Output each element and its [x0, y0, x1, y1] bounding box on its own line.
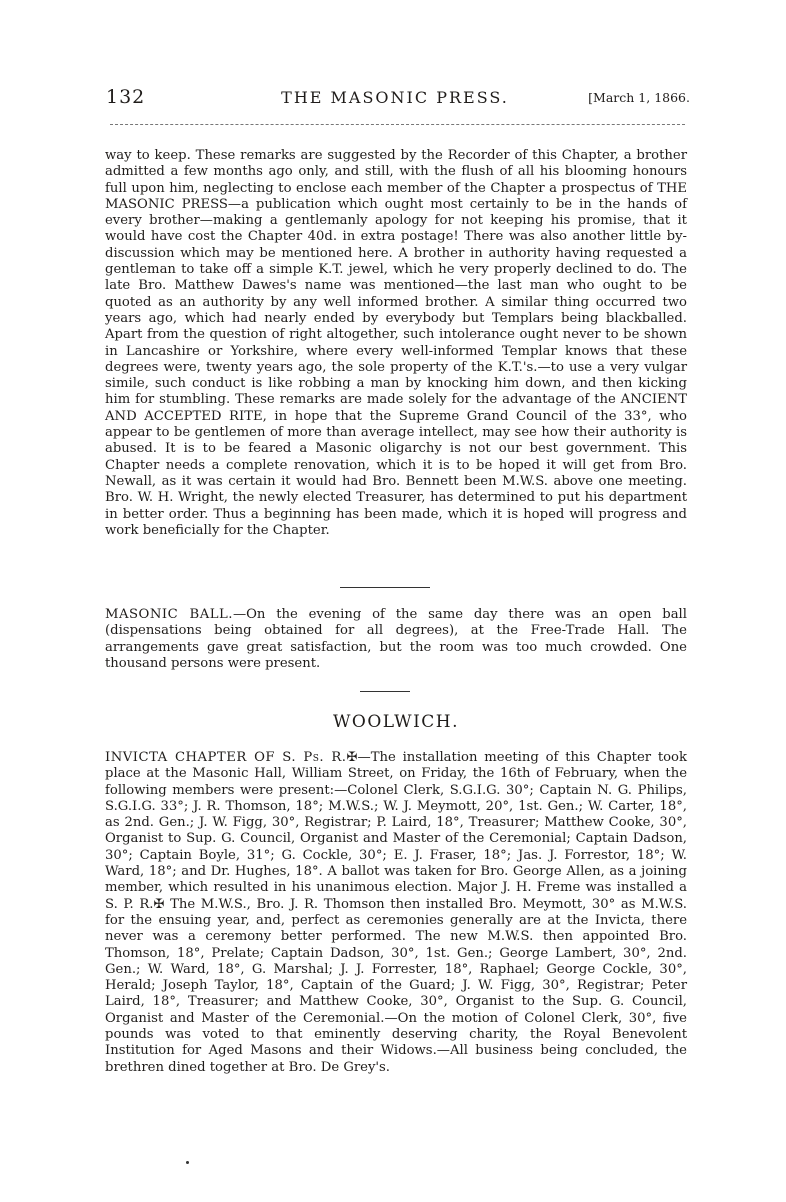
- masonic-ball-paragraph: [105, 607, 687, 672]
- section-heading: WOOLWICH.: [332, 712, 460, 732]
- running-title: THE MASONIC PRESS.: [281, 88, 509, 107]
- article-continuation: [105, 148, 687, 539]
- cross-glyph: ✠: [346, 750, 358, 765]
- article-paragraph: way to keep. These remarks are suggested by the Recorder of this Chapter, a brother admitted a few months ago only, and still, with the flush of all his blooming honours full upon him, neglecting to enclose each member of the Chapter a prospectus of THE MASONIC PRESS—a publication which ought most certainly to be in the hands of every brother—making a gentlemanly apology for not keeping his promise, that it would have cost the Chapter 40d. in extra postage! There was also another little by-discussion which may be mentioned here. A brother in authority having requested a gentleman to take off a simple K.T. jewel, which he very properly declined to do. The late Bro. Matthew Dawes's name was mentioned—the last man who ought to be quoted as an authority by any well informed brother. A similar thing occurred two years ago, which had nearly ended by everybody but Templars being blackballed. Apart from the question of right altogether, such intolerance ought never to be shown in Lancashire or Yorkshire, where every well-informed Templar knows that these degrees were, twenty years ago, the sole property of the K.T.'s.—to use a very vulgar simile, such conduct is like robbing a man by knocking him down, and then kicking him for stumbling. These remarks are made solely for the advantage of the ANCIENT AND ACCEPTED RITE, in hope that the Supreme Grand Council of the 33°, who appear to be gentlemen of more than average intellect, may see how their authority is abused. It is to be feared a Masonic oligarchy is not our best government. This Chapter needs a complete renovation, which it is to be hoped it will get from Bro. Newall, as it was certain it would had Bro. Bennett been M.W.S. above one meeting. Bro. W. H. Wright, the newly elected Treasurer, has determined to put his department in better order. Thus a beginning has been made, which it is hoped will progress and work beneficially for the Chapter.: [105, 148, 687, 538]
- masonic-ball-lead: MASONIC BALL.: [105, 607, 233, 622]
- woolwich-paragraph: [105, 750, 687, 1076]
- cross-glyph-2: ✠: [153, 896, 165, 912]
- masonic-ball-body: —On the evening of the same day there was an open ball (dispensations being obtained for all degrees), at the Free-Trade Hall. The arrangements gave great satisfaction, but the room was too much crowded. One thousand persons were present.: [105, 607, 687, 671]
- page-number: 132: [106, 86, 146, 108]
- woolwich-body: —The installation meeting of this Chapter took place at the Masonic Hall, William Street, on Friday, the 16th of February, when the following members were present:—Colonel Clerk, S.G.I.G. 30°; Captain N. G. Philips, S.G.I.G. 33°; J. R. Thomson, 18°; M.W.S.; W. J. Meymott, 20°, 1st. Gen.; W. Carter, 18°, as 2nd. Gen.; J. W. Figg, 30°, Registrar; P. Laird, 18°, Treasurer; Matthew Cooke, 30°, Organist to Sup. G. Council, Organist and Master of the Ceremonial; Captain Dadson, 30°; Captain Boyle, 31°; G. Cockle, 30°; E. J. Fraser, 18°; Jas. J. Forrestor, 18°; W. Ward, 18°; and Dr. Hughes, 18°. A ballot was taken for Bro. George Allen, as a joining member, which resulted in his unanimous election. Major J. H. Freme was installed a S. P. R.: [105, 750, 687, 912]
- section-divider: [340, 587, 430, 588]
- issue-date: [March 1, 1866.: [588, 90, 690, 105]
- invicta-chapter-lead: INVICTA CHAPTER OF S. Ps. R.: [105, 750, 347, 765]
- header-rule: [110, 124, 685, 125]
- woolwich-body-2: The M.W.S., Bro. J. R. Thomson then installed Bro. Meymott, 30° as M.W.S. for the ensuing year, and, perfect as ceremonies generally are at the Invicta, there never was a ceremony better performed. The new M.W.S. then appointed Bro. Thomson, 18°, Prelate; Captain Dadson, 30°, 1st. Gen.; George Lambert, 30°, 2nd. Gen.; W. Ward, 18°, G. Marshal; J. J. Forrester, 18°, Raphael; George Cockle, 30°, Herald; Joseph Taylor, 18°, Captain of the Guard; J. W. Figg, 30°, Registrar; Peter Laird, 18°, Treasurer; and Matthew Cooke, 30°, Organist to the Sup. G. Council, Organist and Master of the Ceremonial.—On the motion of Colonel Clerk, 30°, five pounds was voted to that eminently deserving charity, the Royal Benevolent Institution for Aged Masons and their Widows.—All business being concluded, the brethren dined together at Bro. De Grey's.: [105, 896, 687, 1075]
- print-speck: [186, 1161, 189, 1164]
- page-header: [100, 86, 690, 110]
- short-divider: [360, 691, 410, 692]
